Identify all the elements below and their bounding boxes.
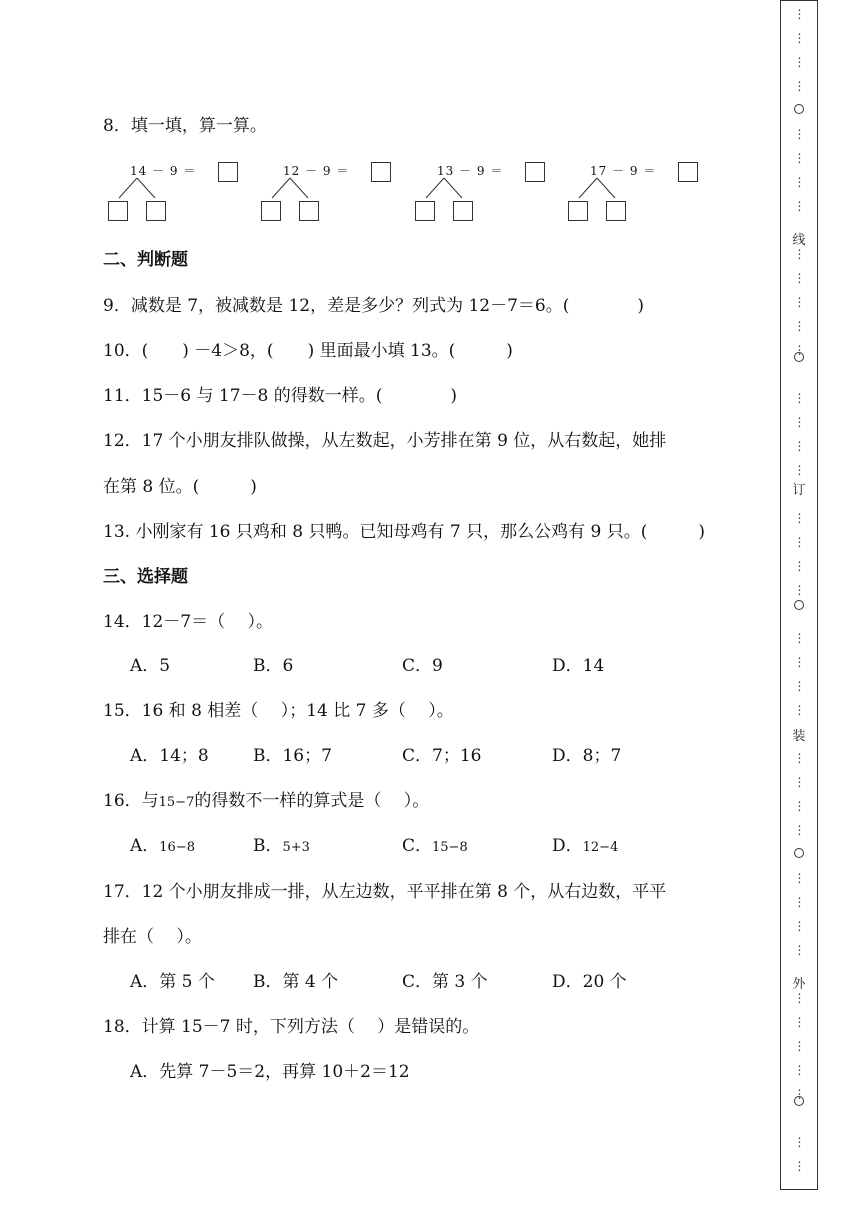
q15-option-a[interactable]: A．14；8 xyxy=(130,746,209,766)
dotted-cut-line: ⋮ xyxy=(793,1087,805,1101)
binding-strip xyxy=(780,0,818,1190)
dotted-cut-line: ⋮ xyxy=(793,943,805,957)
dotted-cut-line: ⋮ xyxy=(793,55,805,69)
dotted-cut-line: ⋮ xyxy=(793,247,805,261)
option-expression: 16−8 xyxy=(159,840,195,855)
split-lines xyxy=(566,160,646,200)
dotted-cut-line: ⋮ xyxy=(793,871,805,885)
option-letter: A． xyxy=(130,836,160,856)
dotted-cut-line: ⋮ xyxy=(793,823,805,837)
dotted-cut-line: ⋮ xyxy=(793,79,805,93)
option-letter: B． xyxy=(253,836,283,856)
dotted-cut-line: ⋮ xyxy=(793,919,805,933)
answer-box[interactable] xyxy=(678,162,698,182)
binding-word-pack: 装 xyxy=(792,729,806,744)
question-18: 18．计算 15－7 时，下列方法（ ）是错误的。 xyxy=(103,1017,480,1037)
dotted-cut-line: ⋮ xyxy=(793,463,805,477)
dotted-cut-line: ⋮ xyxy=(793,295,805,309)
split-lines xyxy=(413,160,493,200)
decomp-equation: 14 － 9 ＝ xyxy=(130,164,197,178)
dotted-cut-line: ⋮ xyxy=(793,1039,805,1053)
dotted-cut-line: ⋮ xyxy=(793,391,805,405)
dotted-cut-line: ⋮ xyxy=(793,1015,805,1029)
question-17-line2: 排在（ ）。 xyxy=(103,927,202,947)
q17-option-b[interactable]: B．第 4 个 xyxy=(253,972,339,992)
dotted-cut-line: ⋮ xyxy=(793,415,805,429)
q16-stem-expression: 15−7 xyxy=(158,795,195,810)
dotted-cut-line: ⋮ xyxy=(793,679,805,693)
dotted-cut-line: ⋮ xyxy=(793,799,805,813)
decomp-equation: 17 － 9 ＝ xyxy=(590,164,657,178)
decomp-item-3 xyxy=(413,160,563,226)
q15-option-d[interactable]: D．8；7 xyxy=(552,746,622,766)
dotted-cut-line: ⋮ xyxy=(793,655,805,669)
answer-box[interactable] xyxy=(371,162,391,182)
dotted-cut-line: ⋮ xyxy=(793,559,805,573)
question-11: 11．15－6 与 17－8 的得数一样。( ) xyxy=(103,386,458,406)
split-box-left[interactable] xyxy=(108,201,128,221)
question-14: 14．12－7＝（ ）。 xyxy=(103,612,273,632)
option-expression: 12−4 xyxy=(582,840,619,855)
binding-circle-icon xyxy=(794,104,804,114)
q14-option-d[interactable]: D．14 xyxy=(552,656,605,676)
dotted-cut-line: ⋮ xyxy=(793,271,805,285)
split-box-left[interactable] xyxy=(261,201,281,221)
decomp-equation: 13 － 9 ＝ xyxy=(437,164,504,178)
binding-circle-icon xyxy=(794,600,804,610)
decomp-equation: 12 － 9 ＝ xyxy=(283,164,350,178)
dotted-cut-line: ⋮ xyxy=(793,535,805,549)
q17-option-a[interactable]: A．第 5 个 xyxy=(130,972,215,992)
question-9: 9．减数是 7，被减数是 12，差是多少？列式为 12－7＝6。( ) xyxy=(103,296,645,316)
q15-option-b[interactable]: B．16；7 xyxy=(253,746,332,766)
question-15: 15．16 和 8 相差（ ）；14 比 7 多（ ）。 xyxy=(103,701,454,721)
q16-option-c[interactable] xyxy=(402,835,468,859)
binding-strip-decoration xyxy=(781,1,817,1189)
question-12-line2: 在第 8 位。( ) xyxy=(103,477,257,497)
section-title-choice: 三、选择题 xyxy=(103,567,188,587)
decomp-item-1 xyxy=(106,160,256,226)
dotted-cut-line: ⋮ xyxy=(793,775,805,789)
decomp-item-4 xyxy=(566,160,716,226)
binding-word-bind: 订 xyxy=(792,483,806,498)
question-13: 13. 小刚家有 16 只鸡和 8 只鸭。已知母鸡有 7 只，那么公鸡有 9 只。( ) xyxy=(103,522,706,542)
dotted-cut-line: ⋮ xyxy=(793,343,805,357)
dotted-cut-line: ⋮ xyxy=(793,439,805,453)
split-lines xyxy=(259,160,339,200)
split-box-left[interactable] xyxy=(415,201,435,221)
dotted-cut-line: ⋮ xyxy=(793,1135,805,1149)
answer-box[interactable] xyxy=(218,162,238,182)
dotted-cut-line: ⋮ xyxy=(793,703,805,717)
section-title-judge: 二、判断题 xyxy=(103,250,188,270)
dotted-cut-line: ⋮ xyxy=(793,7,805,21)
split-lines xyxy=(106,160,186,200)
q14-option-c[interactable]: C．9 xyxy=(402,656,443,676)
dotted-cut-line: ⋮ xyxy=(793,175,805,189)
split-box-right[interactable] xyxy=(606,201,626,221)
dotted-cut-line: ⋮ xyxy=(793,319,805,333)
dotted-cut-line: ⋮ xyxy=(793,1063,805,1077)
dotted-cut-line: ⋮ xyxy=(793,895,805,909)
q16-option-b[interactable] xyxy=(253,835,310,859)
dotted-cut-line: ⋮ xyxy=(793,991,805,1005)
answer-box[interactable] xyxy=(525,162,545,182)
question-17-line1: 17．12 个小朋友排成一排，从左边数，平平排在第 8 个，从右边数，平平 xyxy=(103,882,667,902)
binding-word-outer: 外 xyxy=(792,977,806,992)
question-10: 10．( ) －4＞8，( ) 里面最小填 13。( ) xyxy=(103,341,513,361)
q17-option-c[interactable]: C．第 3 个 xyxy=(402,972,488,992)
binding-word-line: 线 xyxy=(792,233,806,248)
q17-option-d[interactable]: D．20 个 xyxy=(552,972,627,992)
dotted-cut-line: ⋮ xyxy=(793,511,805,525)
dotted-cut-line: ⋮ xyxy=(793,751,805,765)
split-box-right[interactable] xyxy=(453,201,473,221)
dotted-cut-line: ⋮ xyxy=(793,127,805,141)
q16-option-d[interactable] xyxy=(552,835,618,859)
binding-circle-icon xyxy=(794,352,804,362)
q18-option-a[interactable]: A．先算 7－5＝2，再算 10＋2＝12 xyxy=(130,1062,410,1082)
q14-option-b[interactable]: B．6 xyxy=(253,656,294,676)
split-box-right[interactable] xyxy=(146,201,166,221)
q14-option-a[interactable]: A．5 xyxy=(130,656,171,676)
question-12-line1: 12．17 个小朋友排队做操，从左数起，小芳排在第 9 位，从右数起，她排 xyxy=(103,431,667,451)
dotted-cut-line: ⋮ xyxy=(793,199,805,213)
split-box-right[interactable] xyxy=(299,201,319,221)
dotted-cut-line: ⋮ xyxy=(793,583,805,597)
dotted-cut-line: ⋮ xyxy=(793,1159,805,1173)
dotted-cut-line: ⋮ xyxy=(793,631,805,645)
q16-stem-suffix: 的得数不一样的算式是（ ）。 xyxy=(194,791,430,811)
option-letter: C． xyxy=(402,836,433,856)
binding-circle-icon xyxy=(794,848,804,858)
option-expression: 15−8 xyxy=(432,840,468,855)
q16-stem-prefix: 16．与 xyxy=(103,791,159,811)
question-16 xyxy=(103,790,429,814)
dotted-cut-line: ⋮ xyxy=(793,31,805,45)
binding-circle-icon xyxy=(794,1096,804,1106)
option-expression: 5+3 xyxy=(282,840,310,855)
option-letter: D． xyxy=(552,836,583,856)
split-box-left[interactable] xyxy=(568,201,588,221)
q16-option-a[interactable] xyxy=(130,835,195,859)
q15-option-c[interactable]: C．7；16 xyxy=(402,746,482,766)
decomp-item-2 xyxy=(259,160,409,226)
q8-label: 8．填一填，算一算。 xyxy=(103,116,267,136)
dotted-cut-line: ⋮ xyxy=(793,151,805,165)
